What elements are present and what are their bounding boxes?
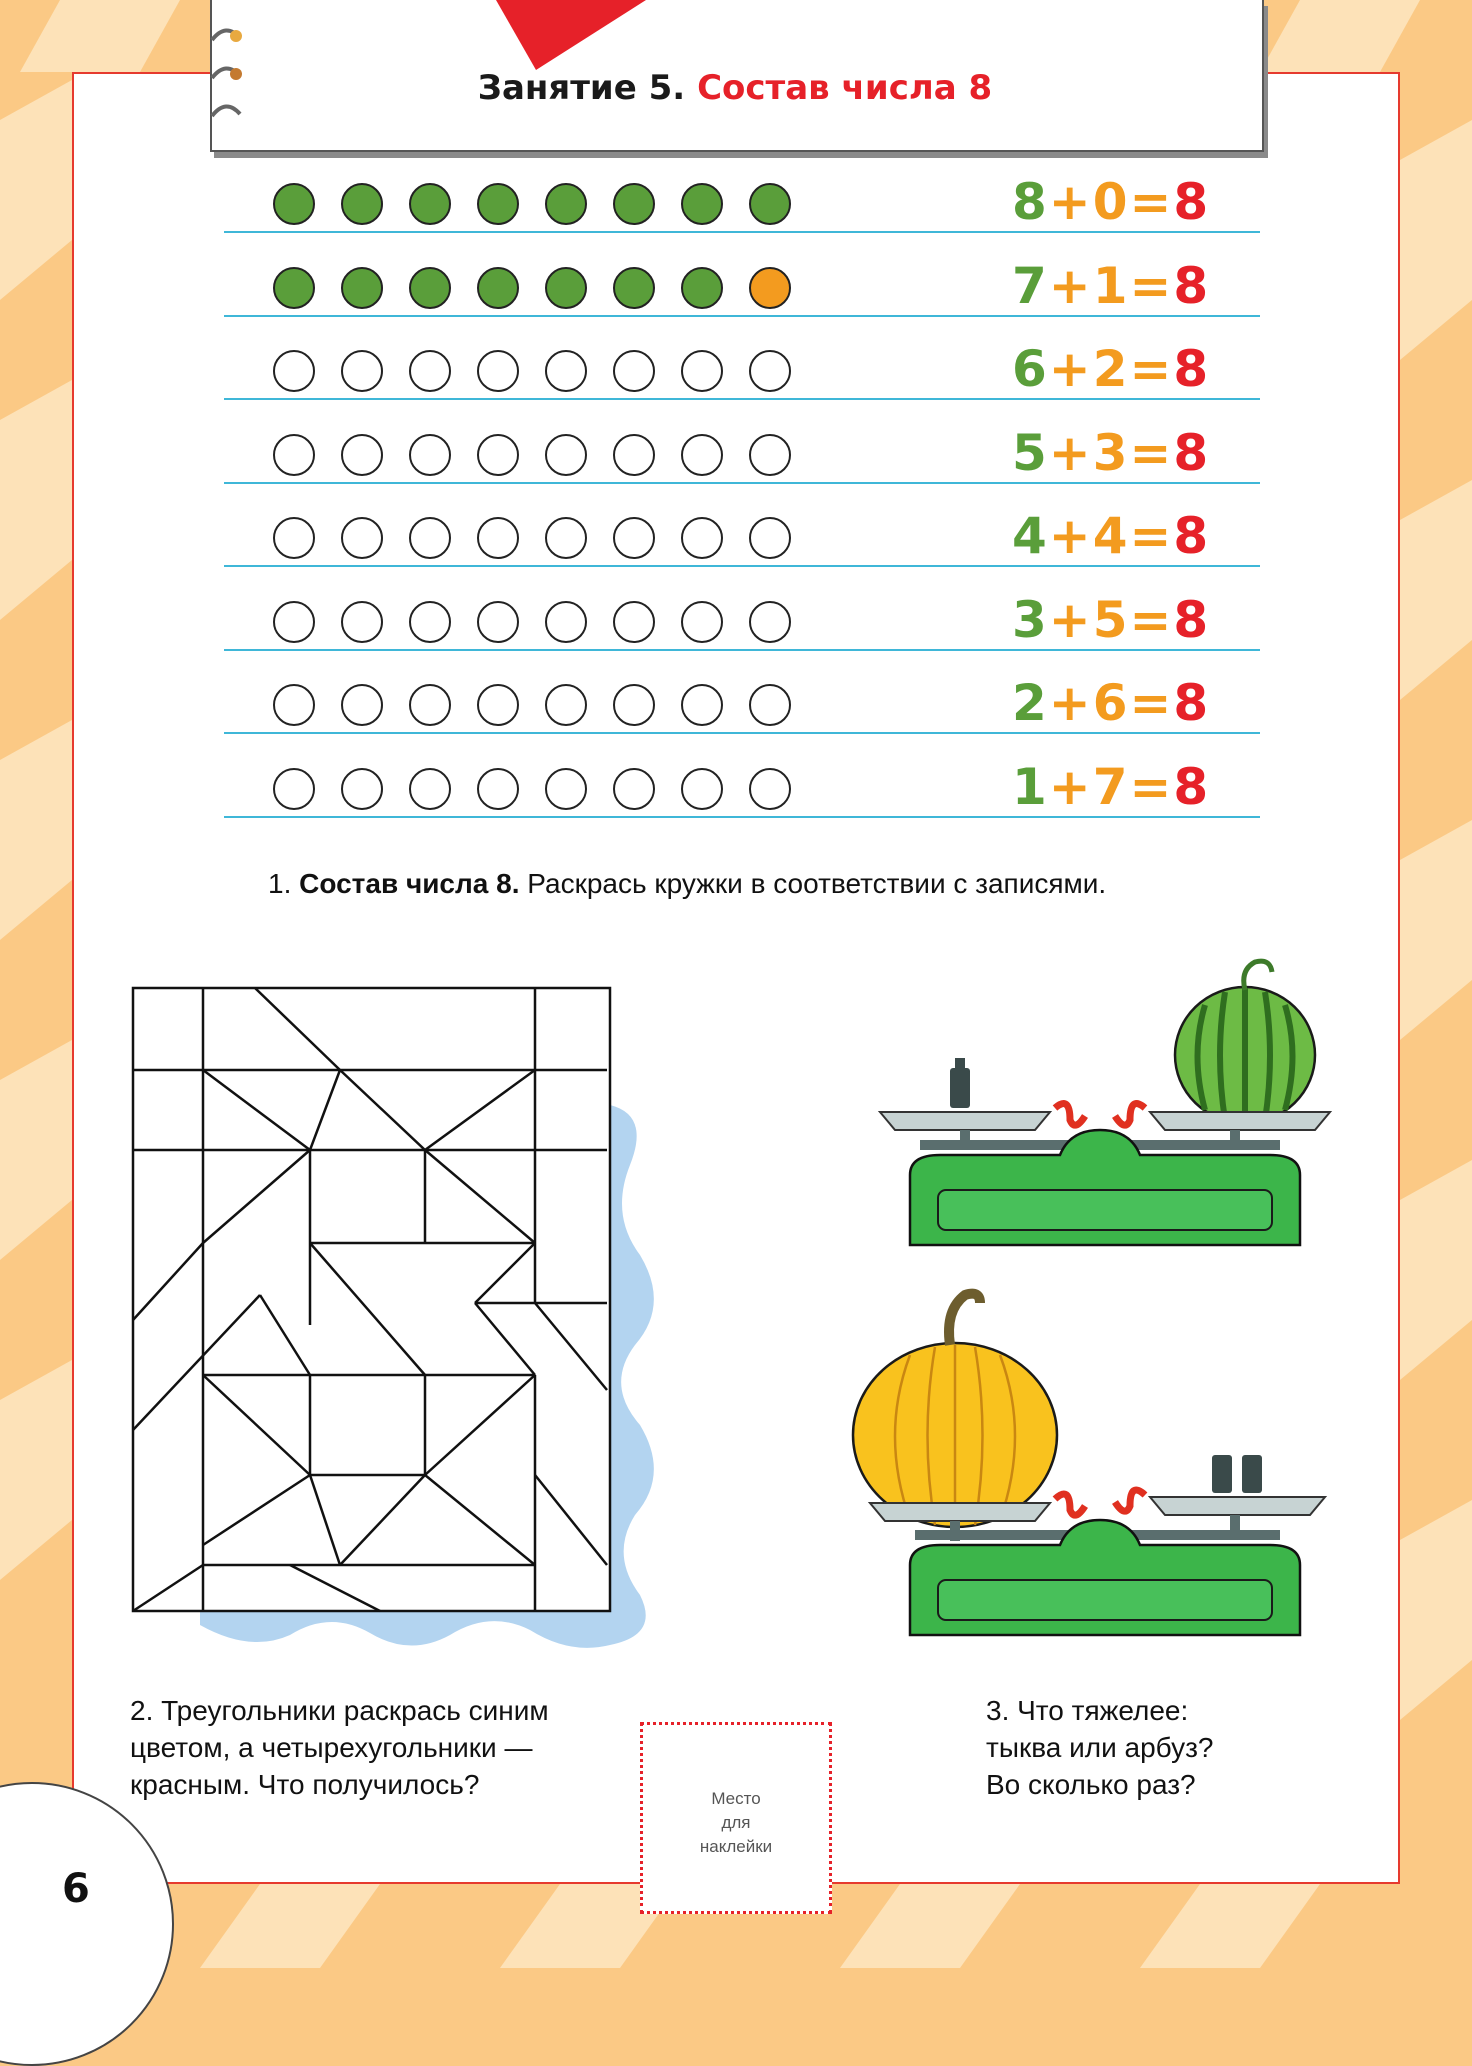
counting-circle xyxy=(749,434,791,476)
pumpkin-icon xyxy=(853,1294,1057,1527)
plus-sign: + xyxy=(1048,674,1093,732)
counting-circle xyxy=(681,768,723,810)
counting-circle xyxy=(341,768,383,810)
counting-circle xyxy=(613,267,655,309)
row-guide-line xyxy=(224,565,1260,567)
lesson-topic: Состав числа 8 xyxy=(697,68,993,108)
counting-circle xyxy=(749,517,791,559)
counting-circle xyxy=(273,350,315,392)
sum: 8 xyxy=(1173,674,1211,732)
row-guide-line xyxy=(224,482,1260,484)
counting-circle xyxy=(477,267,519,309)
addend-b: 5 xyxy=(1092,590,1130,649)
addend-b: 2 xyxy=(1092,340,1130,398)
counting-circle xyxy=(545,183,587,225)
counting-circle xyxy=(341,183,383,225)
counting-circle xyxy=(341,517,383,559)
counting-circle xyxy=(749,768,791,810)
equals-sign: = xyxy=(1129,173,1174,231)
counting-circle xyxy=(613,434,655,476)
sum: 8 xyxy=(1173,757,1211,816)
counting-circle xyxy=(273,601,315,643)
addend-a: 3 xyxy=(1012,590,1049,649)
page-title xyxy=(210,68,1260,108)
counting-circle xyxy=(273,517,315,559)
equals-sign: = xyxy=(1129,757,1174,816)
counting-circle xyxy=(477,350,519,392)
addend-a: 2 xyxy=(1012,674,1049,732)
shapes-puzzle xyxy=(130,985,670,1661)
scale-pumpkin-illustration xyxy=(850,1285,1340,1645)
equals-sign: = xyxy=(1129,590,1174,649)
counting-circle xyxy=(409,684,451,726)
counting-circle xyxy=(341,434,383,476)
sum: 8 xyxy=(1173,256,1211,315)
counting-circle xyxy=(749,350,791,392)
plus-sign: + xyxy=(1048,256,1093,315)
counting-circle xyxy=(545,350,587,392)
counting-circle xyxy=(409,183,451,225)
counting-circle xyxy=(273,183,315,225)
addend-a: 7 xyxy=(1012,256,1049,315)
addend-a: 6 xyxy=(1012,340,1049,398)
counting-circle xyxy=(409,350,451,392)
counting-circle xyxy=(681,517,723,559)
lesson-number: Занятие 5. xyxy=(477,68,686,108)
row-guide-line xyxy=(224,732,1260,734)
plus-sign: + xyxy=(1048,757,1093,816)
counting-circle xyxy=(341,601,383,643)
page-number: 6 xyxy=(62,1866,90,1912)
sum: 8 xyxy=(1173,173,1211,231)
counting-circle xyxy=(409,267,451,309)
equation xyxy=(1012,507,1210,565)
counting-circle xyxy=(545,768,587,810)
counting-circle xyxy=(613,768,655,810)
counting-circle xyxy=(613,350,655,392)
counting-circle xyxy=(613,183,655,225)
counting-circle xyxy=(273,434,315,476)
addend-a: 8 xyxy=(1012,173,1049,231)
counting-circle xyxy=(545,684,587,726)
counting-circle xyxy=(749,267,791,309)
counting-circle xyxy=(477,684,519,726)
counting-circle xyxy=(409,601,451,643)
task2-instruction: 2. Треугольники раскрась синим цветом, а четырехугольники — красным. Что получилось? xyxy=(130,1695,549,1800)
plus-sign: + xyxy=(1048,340,1093,398)
counting-circle xyxy=(409,517,451,559)
row-guide-line xyxy=(224,398,1260,400)
equation xyxy=(1012,257,1210,315)
counting-circle xyxy=(409,768,451,810)
counting-circle xyxy=(681,183,723,225)
red-corner-decoration xyxy=(496,0,656,72)
equals-sign: = xyxy=(1129,674,1174,732)
counting-circle xyxy=(681,350,723,392)
counting-circle xyxy=(545,434,587,476)
counting-circle xyxy=(477,768,519,810)
counting-circle xyxy=(341,267,383,309)
equation xyxy=(1012,173,1210,231)
counting-circle xyxy=(273,768,315,810)
spiral-ring-icon xyxy=(208,26,244,44)
row-guide-line xyxy=(224,315,1260,317)
row-guide-line xyxy=(224,231,1260,233)
addend-a: 5 xyxy=(1012,423,1049,482)
addend-b: 0 xyxy=(1092,173,1130,231)
task1-instruction: 1. Состав числа 8. Раскрась кружки в соответствии с записями. xyxy=(268,868,1107,899)
scale-watermark-illustration xyxy=(860,950,1340,1270)
addend-a: 1 xyxy=(1012,757,1049,816)
counting-circle xyxy=(477,517,519,559)
equation xyxy=(1012,424,1210,482)
counting-circle xyxy=(749,601,791,643)
equals-sign: = xyxy=(1129,256,1174,315)
equation xyxy=(1012,758,1210,816)
counting-circle xyxy=(613,517,655,559)
task3-instruction: 3. Что тяжелее: тыква или арбуз? Во сколько раз? xyxy=(986,1695,1214,1800)
addend-a: 4 xyxy=(1012,507,1049,565)
sum: 8 xyxy=(1173,507,1211,565)
sum: 8 xyxy=(1173,340,1211,398)
counting-circle xyxy=(613,684,655,726)
counting-circle xyxy=(681,434,723,476)
plus-sign: + xyxy=(1048,423,1093,482)
watermark-icon xyxy=(1175,961,1315,1123)
equation xyxy=(1012,674,1210,732)
counting-circle xyxy=(409,434,451,476)
counting-circle xyxy=(341,350,383,392)
addend-b: 3 xyxy=(1092,423,1130,482)
counting-circle xyxy=(273,684,315,726)
sum: 8 xyxy=(1173,423,1211,482)
addend-b: 4 xyxy=(1092,507,1130,565)
equals-sign: = xyxy=(1129,423,1174,482)
row-guide-line xyxy=(224,649,1260,651)
counting-circle xyxy=(681,267,723,309)
sum: 8 xyxy=(1173,590,1211,649)
equation xyxy=(1012,340,1210,398)
addend-b: 7 xyxy=(1092,757,1130,816)
counting-circle xyxy=(477,601,519,643)
counting-circle xyxy=(545,601,587,643)
counting-circle xyxy=(477,183,519,225)
addend-b: 1 xyxy=(1092,256,1130,315)
plus-sign: + xyxy=(1048,173,1093,231)
row-guide-line xyxy=(224,816,1260,818)
plus-sign: + xyxy=(1048,590,1093,649)
equals-sign: = xyxy=(1129,507,1174,565)
counting-circle xyxy=(545,267,587,309)
addend-b: 6 xyxy=(1092,674,1130,732)
counting-circle xyxy=(273,267,315,309)
counting-circle xyxy=(545,517,587,559)
counting-circle xyxy=(749,684,791,726)
sticker-placeholder: Место для наклейки xyxy=(640,1722,832,1914)
counting-circle xyxy=(749,183,791,225)
counting-circle xyxy=(341,684,383,726)
counting-circle xyxy=(477,434,519,476)
plus-sign: + xyxy=(1048,507,1093,565)
counting-circle xyxy=(613,601,655,643)
equals-sign: = xyxy=(1129,340,1174,398)
counting-circle xyxy=(681,684,723,726)
equation xyxy=(1012,591,1210,649)
counting-circle xyxy=(681,601,723,643)
